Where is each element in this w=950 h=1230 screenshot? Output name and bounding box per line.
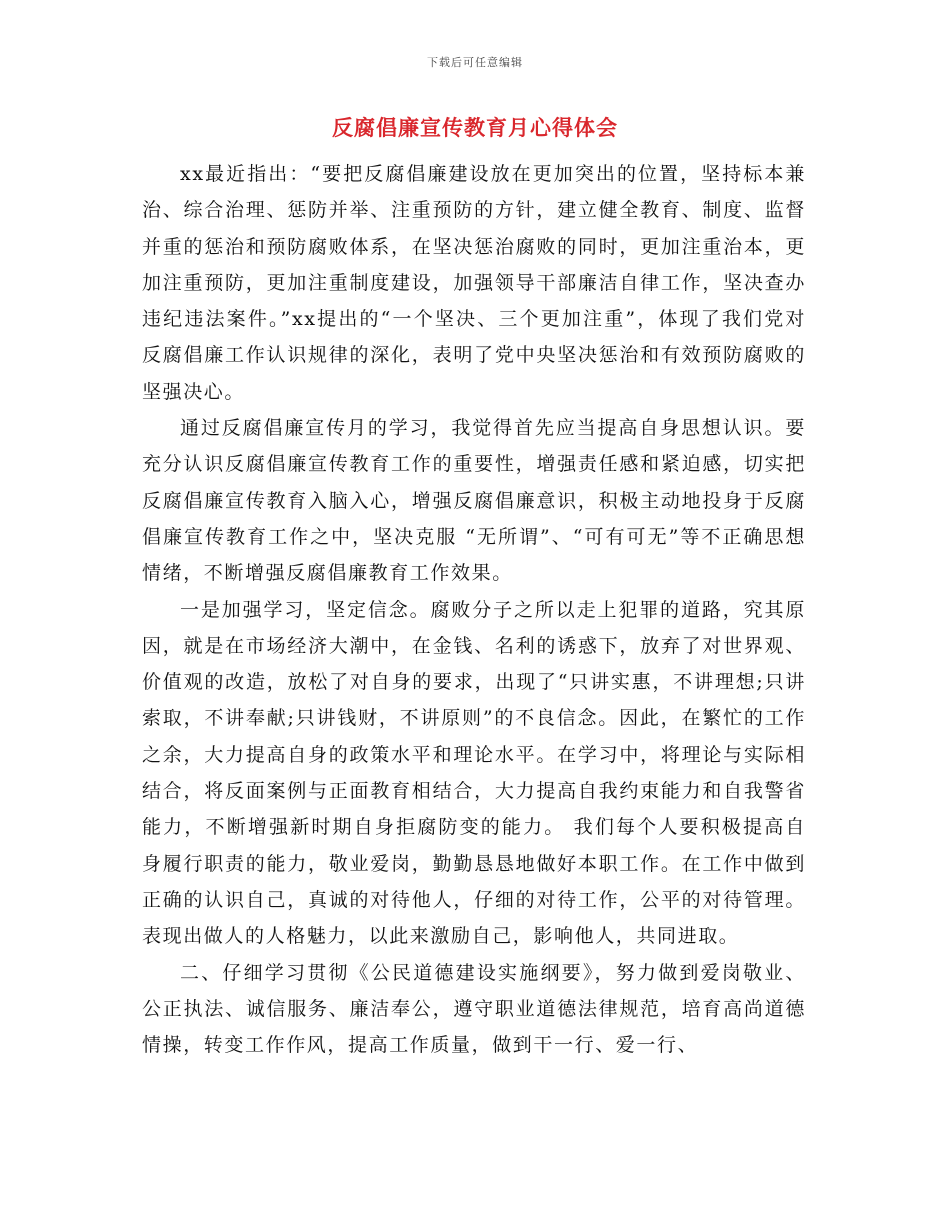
paragraph: 一是加强学习，坚定信念。腐败分子之所以走上犯罪的道路，究其原因，就是在市场经济大潮中，在金钱、名利的诱惑下，放弃了对世界观、价值观的改造，放松了对自身的要求，出现了“只讲实惠，不讲理想;只讲索取，不讲奉献;只讲钱财，不讲原则”的不良信念。因此，在繁忙的工作之余，大力提高自身的政策水平和理论水平。在学习中，将理论与实际相结合，将反面案例与正面教育相结合，大力提高自我约束能力和自我警省能力，不断增强新时期自身拒腐防变的能力。 我们每个人要积极提高自身履行职责的能力，敬业爱岗，勤勤恳恳地做好本职工作。在工作中做到正确的认识自己，真诚的对待他人，仔细的对待工作，公平的对待管理。表现出做人的人格魅力，以此来激励自己，影响他人，共同进取。 [142, 598, 806, 948]
paragraph: 通过反腐倡廉宣传月的学习，我觉得首先应当提高自身思想认识。要充分认识反腐倡廉宣传教育工作的重要性，增强责任感和紧迫感，切实把反腐倡廉宣传教育入脑入心，增强反腐倡廉意识，积极主动地投身于反腐倡廉宣传教育工作之中，坚决克服 “无所谓”、“可有可无”等不正确思想情绪，不断增强反腐倡廉教育工作效果。 [142, 417, 806, 585]
document-body [142, 156, 806, 1063]
paragraph: 二、仔细学习贯彻《公民道德建设实施纲要》，努力做到爱岗敬业、公正执法、诚信服务、廉洁奉公，遵守职业道德法律规范，培育高尚道德情操，转变工作作风，提高工作质量，做到干一行、爱一行、 [142, 961, 806, 1057]
header-note: 下载后可任意编辑 [427, 56, 523, 69]
paragraph: xx最近指出：“要把反腐倡廉建设放在更加突出的位置，坚持标本兼治、综合治理、惩防并举、注重预防的方针，建立健全教育、制度、监督并重的惩治和预防腐败体系，在坚决惩治腐败的同时，更加注重治本，更加注重预防，更加注重制度建设，加强领导干部廉洁自律工作，坚决查办违纪违法案件。”xx提出的“一个坚决、三个更加注重”，体现了我们党对反腐倡廉工作认识规律的深化，表明了党中央坚决惩治和有效预防腐败的坚强决心。 [142, 163, 806, 403]
document-title: 反腐倡廉宣传教育月心得体会 [332, 116, 618, 140]
